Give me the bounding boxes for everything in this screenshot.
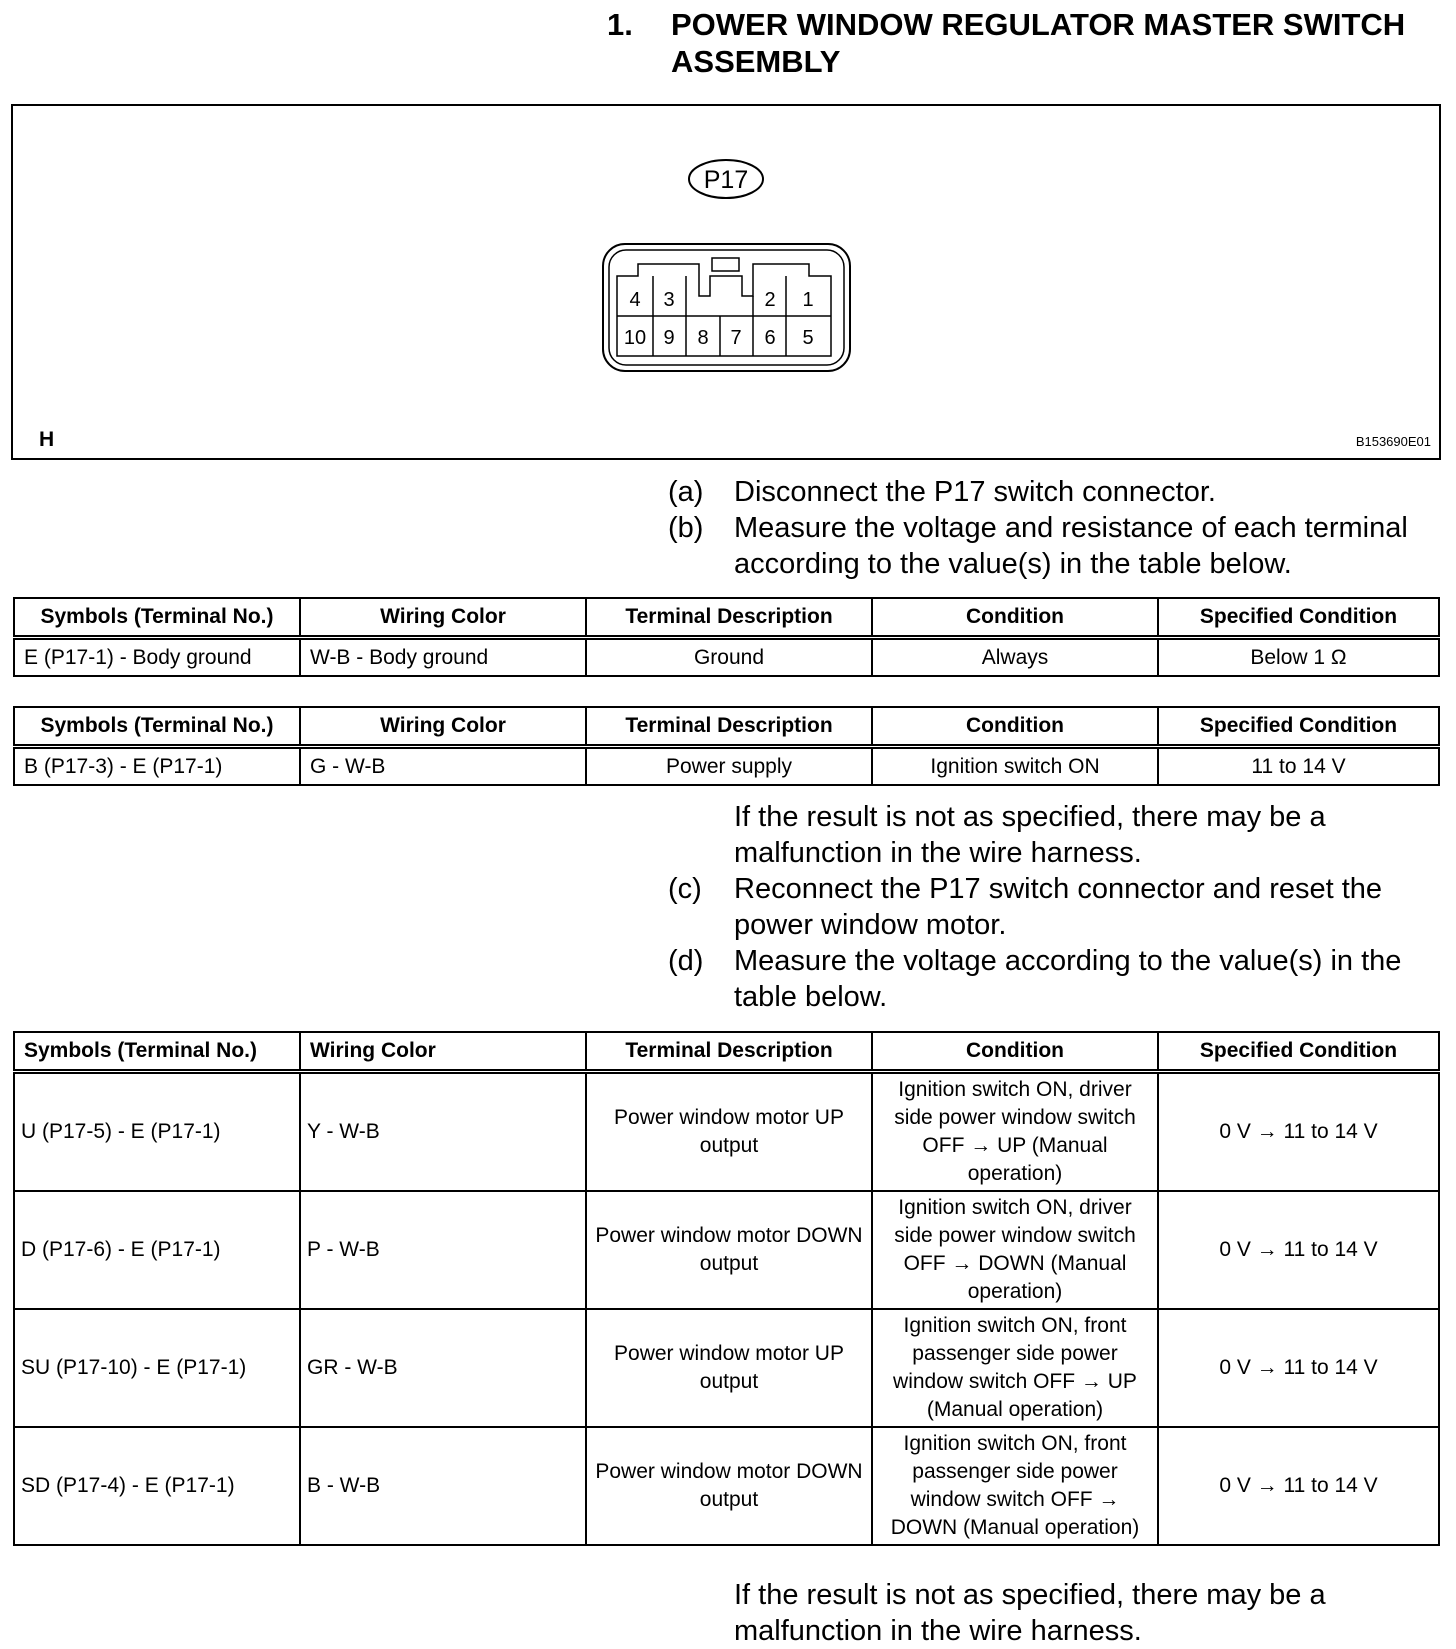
column-header: Symbols (Terminal No.) [14,1032,300,1072]
pin-label: 8 [697,327,709,349]
table-cell: 11 to 14 V [1158,747,1439,786]
step-item [668,510,1448,582]
steps-b [668,799,1448,1015]
heading-number: 1. [607,7,633,42]
table-cell: Ignition switch ON, front passenger side power window switch OFF → DOWN (Manual operation) [872,1427,1158,1545]
table-cell: 0 V → 11 to 14 V [1158,1427,1439,1545]
step-text: Measure the voltage according to the value(s) in the table below. [734,945,1402,1013]
column-header: Condition [872,1032,1158,1072]
spec-table-1 [13,597,1440,677]
column-header: Terminal Description [586,598,872,638]
table-row [14,747,1439,786]
pin-label: 9 [663,327,675,349]
table-cell: P - W-B [300,1191,586,1309]
step-item [668,871,1448,943]
pin-label: 1 [802,289,814,311]
table-cell: 0 V → 11 to 14 V [1158,1072,1439,1192]
connector-label: P17 [703,166,749,194]
column-header: Wiring Color [300,1032,586,1072]
column-header: Condition [872,598,1158,638]
step-item [668,474,1448,510]
step-text: Reconnect the P17 switch connector and reset the power window motor. [734,873,1383,941]
pin-label: 5 [802,327,814,349]
step-text: Disconnect the P17 switch connector. [734,476,1216,508]
table-cell: U (P17-5) - E (P17-1) [14,1072,300,1192]
table-cell: W-B - Body ground [300,638,586,677]
table-row [14,1427,1439,1545]
column-header: Terminal Description [586,1032,872,1072]
table-cell: Below 1 Ω [1158,638,1439,677]
step-label: (b) [668,512,704,544]
table-cell: SU (P17-10) - E (P17-1) [14,1309,300,1427]
table-cell: Power window motor UP output [586,1072,872,1192]
table-row [14,1072,1439,1192]
step-label: (c) [668,873,702,905]
column-header: Symbols (Terminal No.) [14,707,300,747]
heading-title: POWER WINDOW REGULATOR MASTER SWITCH ASSEMBLY [671,7,1406,79]
spec-table-3 [13,1031,1440,1546]
column-header: Specified Condition [1158,707,1439,747]
table-row [14,1191,1439,1309]
table-cell: Ignition switch ON, driver side power window switch OFF → UP (Manual operation) [872,1072,1158,1192]
table-cell: Power window motor DOWN output [586,1427,872,1545]
table-row [14,1309,1439,1427]
column-header: Specified Condition [1158,598,1439,638]
column-header: Terminal Description [586,707,872,747]
step-label: (a) [668,476,704,508]
step-item [668,1577,1448,1649]
connector-diagram [13,106,1439,458]
connector-latch [712,258,739,271]
table-cell: D (P17-6) - E (P17-1) [14,1191,300,1309]
steps-a [668,474,1448,582]
table-cell: Ignition switch ON [872,747,1158,786]
table-cell: B - W-B [300,1427,586,1545]
pin-label: 6 [764,327,776,349]
step-text: If the result is not as specified, there may be a malfunction in the wire harness. [734,1579,1326,1647]
step-text: If the result is not as specified, there may be a malfunction in the wire harness. [734,801,1326,869]
pin-label: 4 [629,289,641,311]
pin-label: 2 [764,289,776,311]
table-cell: G - W-B [300,747,586,786]
pin-label: 7 [730,327,742,349]
figure-id: B153690E01 [1355,434,1431,449]
table-cell: Ground [586,638,872,677]
step-item [668,799,1448,871]
connector-figure [11,104,1441,460]
step-label: (d) [668,945,704,977]
closing-note [668,1577,1448,1649]
column-header: Condition [872,707,1158,747]
table-cell: Ignition switch ON, front passenger side power window switch OFF → UP (Manual operation) [872,1309,1158,1427]
column-header: Specified Condition [1158,1032,1439,1072]
table-cell: Always [872,638,1158,677]
table-cell: B (P17-3) - E (P17-1) [14,747,300,786]
step-text: Measure the voltage and resistance of each terminal according to the value(s) in the table below. [734,512,1408,580]
table-cell: Y - W-B [300,1072,586,1192]
table-cell: GR - W-B [300,1309,586,1427]
step-item [668,943,1448,1015]
table-cell: E (P17-1) - Body ground [14,638,300,677]
table-row [14,638,1439,677]
pin-label: 10 [623,327,647,349]
pin-label: 3 [663,289,675,311]
table-cell: Ignition switch ON, driver side power window switch OFF → DOWN (Manual operation) [872,1191,1158,1309]
figure-corner-label: H [39,428,55,451]
spec-table-2 [13,706,1440,786]
column-header: Wiring Color [300,598,586,638]
table-cell: Power window motor DOWN output [586,1191,872,1309]
table-cell: 0 V → 11 to 14 V [1158,1309,1439,1427]
column-header: Wiring Color [300,707,586,747]
table-cell: Power window motor UP output [586,1309,872,1427]
table-cell: Power supply [586,747,872,786]
table-cell: 0 V → 11 to 14 V [1158,1191,1439,1309]
table-cell: SD (P17-4) - E (P17-1) [14,1427,300,1545]
column-header: Symbols (Terminal No.) [14,598,300,638]
